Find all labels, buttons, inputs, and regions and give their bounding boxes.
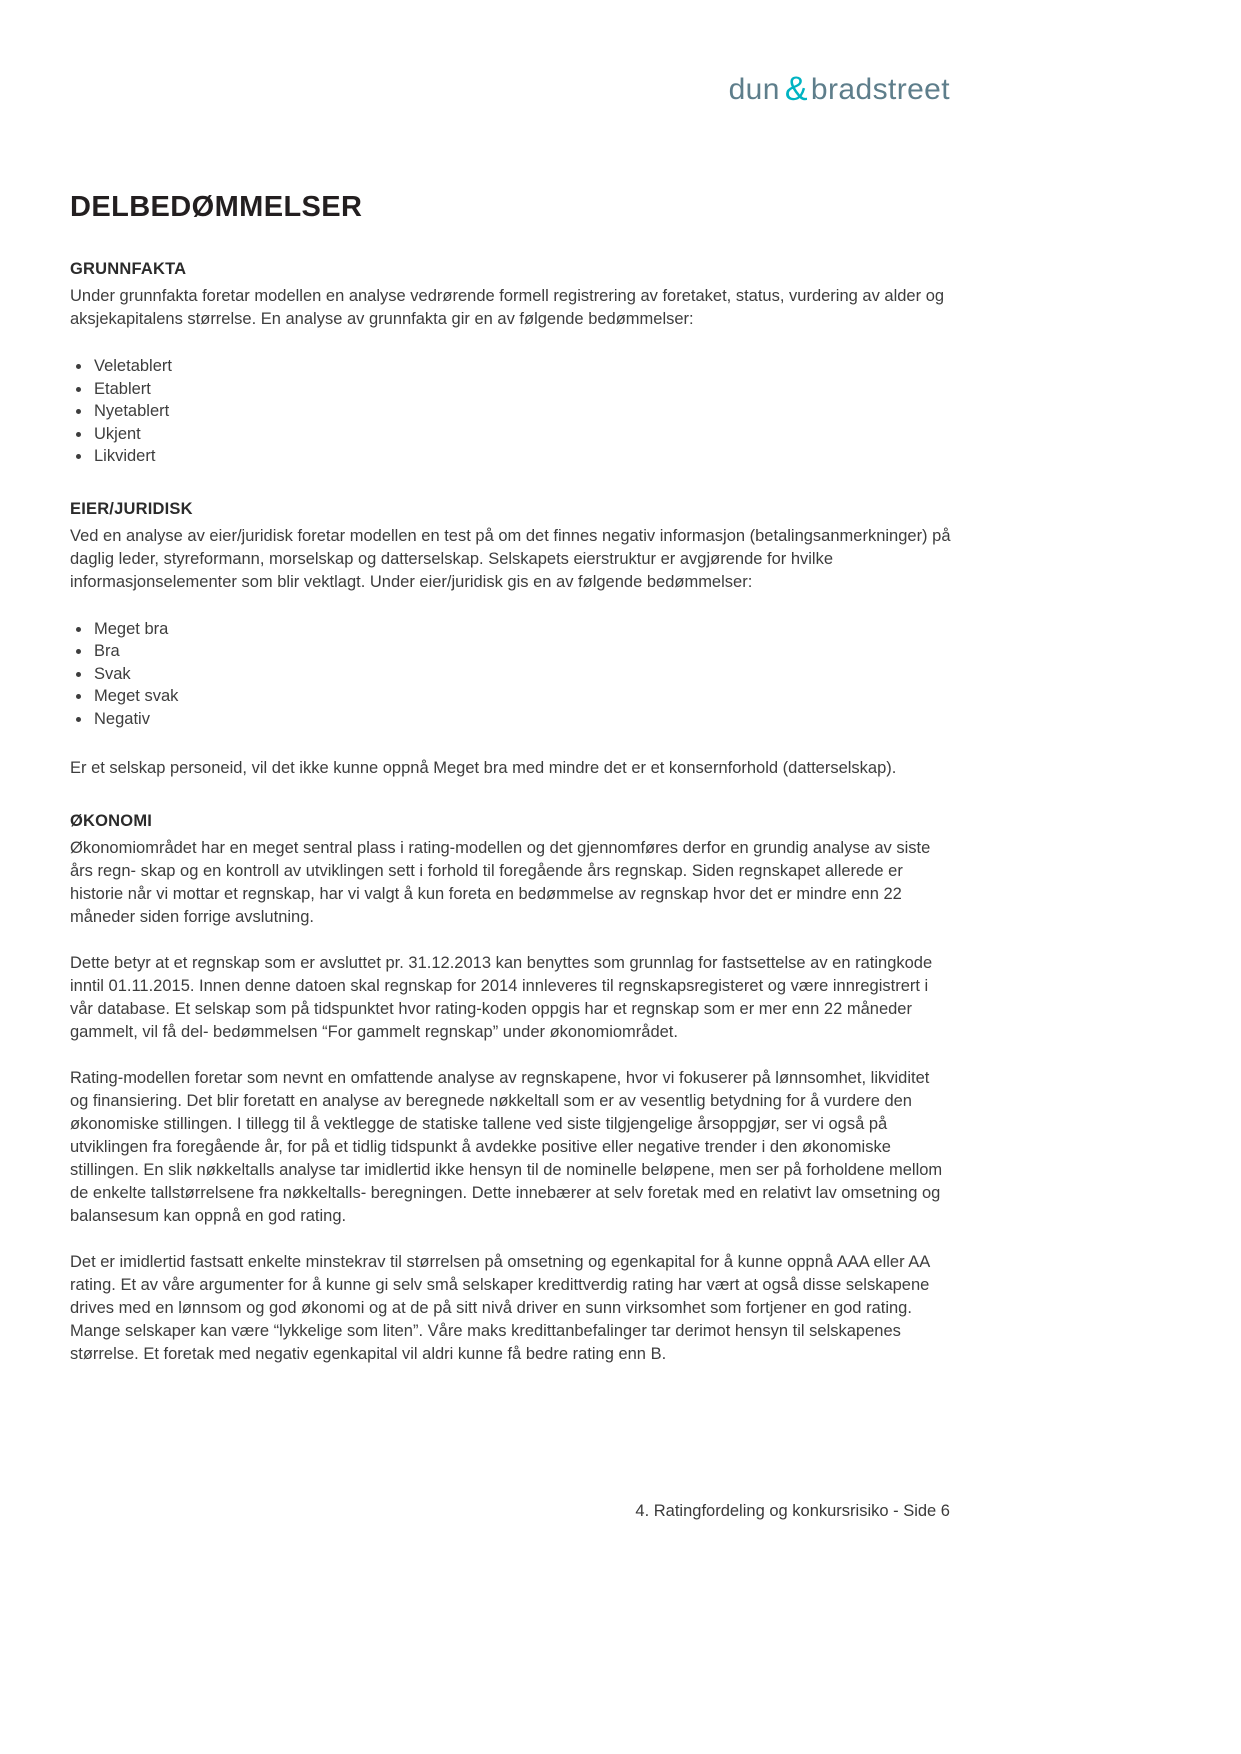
logo-word-bradstreet: bradstreet bbox=[810, 73, 950, 106]
eier-juridisk-bullet-list bbox=[70, 618, 952, 731]
section-heading-okonomi: ØKONOMI bbox=[70, 812, 153, 830]
section-grunnfakta bbox=[70, 259, 952, 468]
bullet-item: • Meget bra bbox=[92, 618, 952, 641]
eier-juridisk-note-paragraph: Er et selskap personeid, vil det ikke kunne oppnå Meget bra med mindre det er et konsernforhold (datterselskap). bbox=[70, 759, 897, 777]
logo-word-dun: dun bbox=[728, 73, 780, 106]
grunnfakta-bullet-list bbox=[70, 355, 952, 468]
eier-juridisk-intro-paragraph: Ved en analyse av eier/juridisk foretar modellen en test på om det finnes negativ informasjon (betalingsanmerkninger) på daglig leder, styreformann, morselskap og datterselskap. Selskapets eierstruktur er avgjørende for hvilke informasjonselementer som blir vektlagt. Under eier/juridisk gis en av følgende bedømmelser: bbox=[70, 526, 951, 591]
bullet-item: • Etablert bbox=[92, 378, 952, 401]
document-content bbox=[70, 0, 952, 1366]
section-okonomi bbox=[70, 811, 952, 1366]
grunnfakta-intro-paragraph: Under grunnfakta foretar modellen en analyse vedrørende formell registrering av foretaket, status, vurdering av alder og aksjekapitalens størrelse. En analyse av grunnfakta gir en av følgende bedømmelser: bbox=[70, 287, 945, 328]
okonomi-paragraph-2: Dette betyr at et regnskap som er avsluttet pr. 31.12.2013 kan benyttes som grunnlag for fastsettelse av en ratingkode inntil 01.11.2015. Innen denne datoen skal regnskap for 2014 innleveres til regnskapsregisteret og være innregistrert i vår database. Et selskap som på tidspunktet hvor rating-koden oppgis har et regnskap som er mer enn 22 måneder gammelt, vil få del- bedømmelsen “For gammelt regnskap” under økonomiområdet. bbox=[70, 954, 933, 1041]
section-heading-eier-juridisk: EIER/JURIDISK bbox=[70, 499, 193, 518]
okonomi-paragraph-1: Økonomiområdet har en meget sentral plass i rating-modellen og det gjennomføres derfor en grundig analyse av siste års regn- skap og en kontroll av utviklingen sett i forhold til foregående års regnskap. Siden regnskapet allerede er historie når vi mottar et regnskap, har vi valgt å kun foreta en bedømmelse av regnskap hvor det er mindre enn 22 måneder siden forrige avslutning. bbox=[70, 839, 931, 926]
bullet-item: • Bra bbox=[92, 640, 952, 663]
section-heading-grunnfakta: GRUNNFAKTA bbox=[70, 260, 187, 278]
okonomi-paragraph-4: Det er imidlertid fastsatt enkelte minstekrav til størrelsen på omsetning og egenkapital for å kunne oppnå AAA eller AA rating. Et av våre argumenter for å kunne gi selv små selskaper kredittverdig rating har vært at også disse selskapene drives med en lønnsom og god økonomi og at de på sitt nivå driver en sunn virksomhet som fortjener en god rating. Mange selskaper kan være “lykkelige som liten”. Våre maks kredittanbefalinger tar derimot hensyn til selskapenes størrelse. Et foretak med negativ egenkapital vil aldri kunne få bedre rating enn B. bbox=[70, 1253, 930, 1363]
bullet-item: • Veletablert bbox=[92, 355, 952, 378]
bullet-item: • Nyetablert bbox=[92, 400, 952, 423]
logo-ampersand: & bbox=[784, 70, 808, 108]
page-title: DELBEDØMMELSER bbox=[70, 191, 363, 223]
page-footer: 4. Ratingfordeling og konkursrisiko - Side 6 bbox=[635, 1502, 950, 1520]
okonomi-paragraph-3: Rating-modellen foretar som nevnt en omfattende analyse av regnskapene, hvor vi fokuserer på lønnsomhet, likviditet og finansiering. Det blir foretatt en analyse av beregnede nøkkeltall som er av vesentlig betydning for å vurdere den økonomiske stillingen. I tillegg til å vektlegge de statiske tallene ved siste tilgjengelige årsoppgjør, ser vi også på utviklingen fra foregående år, for på et tidlig tidspunkt å avdekke positive eller negative trender i den økonomiske stillingen. En slik nøkkeltalls analyse tar imidlertid ikke hensyn til de nominelle beløpene, men ser på forholdene mellom de enkelte tallstørrelsene fra nøkkeltalls- beregningen. Dette innebærer at selv foretak med en relativt lav omsetning og balansesum kan oppnå en god rating. bbox=[70, 1069, 943, 1225]
section-eier-juridisk bbox=[70, 499, 952, 781]
bullet-item: • Svak bbox=[92, 663, 952, 686]
bullet-item: • Negativ bbox=[92, 708, 952, 731]
bullet-item: • Likvidert bbox=[92, 445, 952, 468]
bullet-item: • Meget svak bbox=[92, 685, 952, 708]
bullet-item: • Ukjent bbox=[92, 423, 952, 446]
